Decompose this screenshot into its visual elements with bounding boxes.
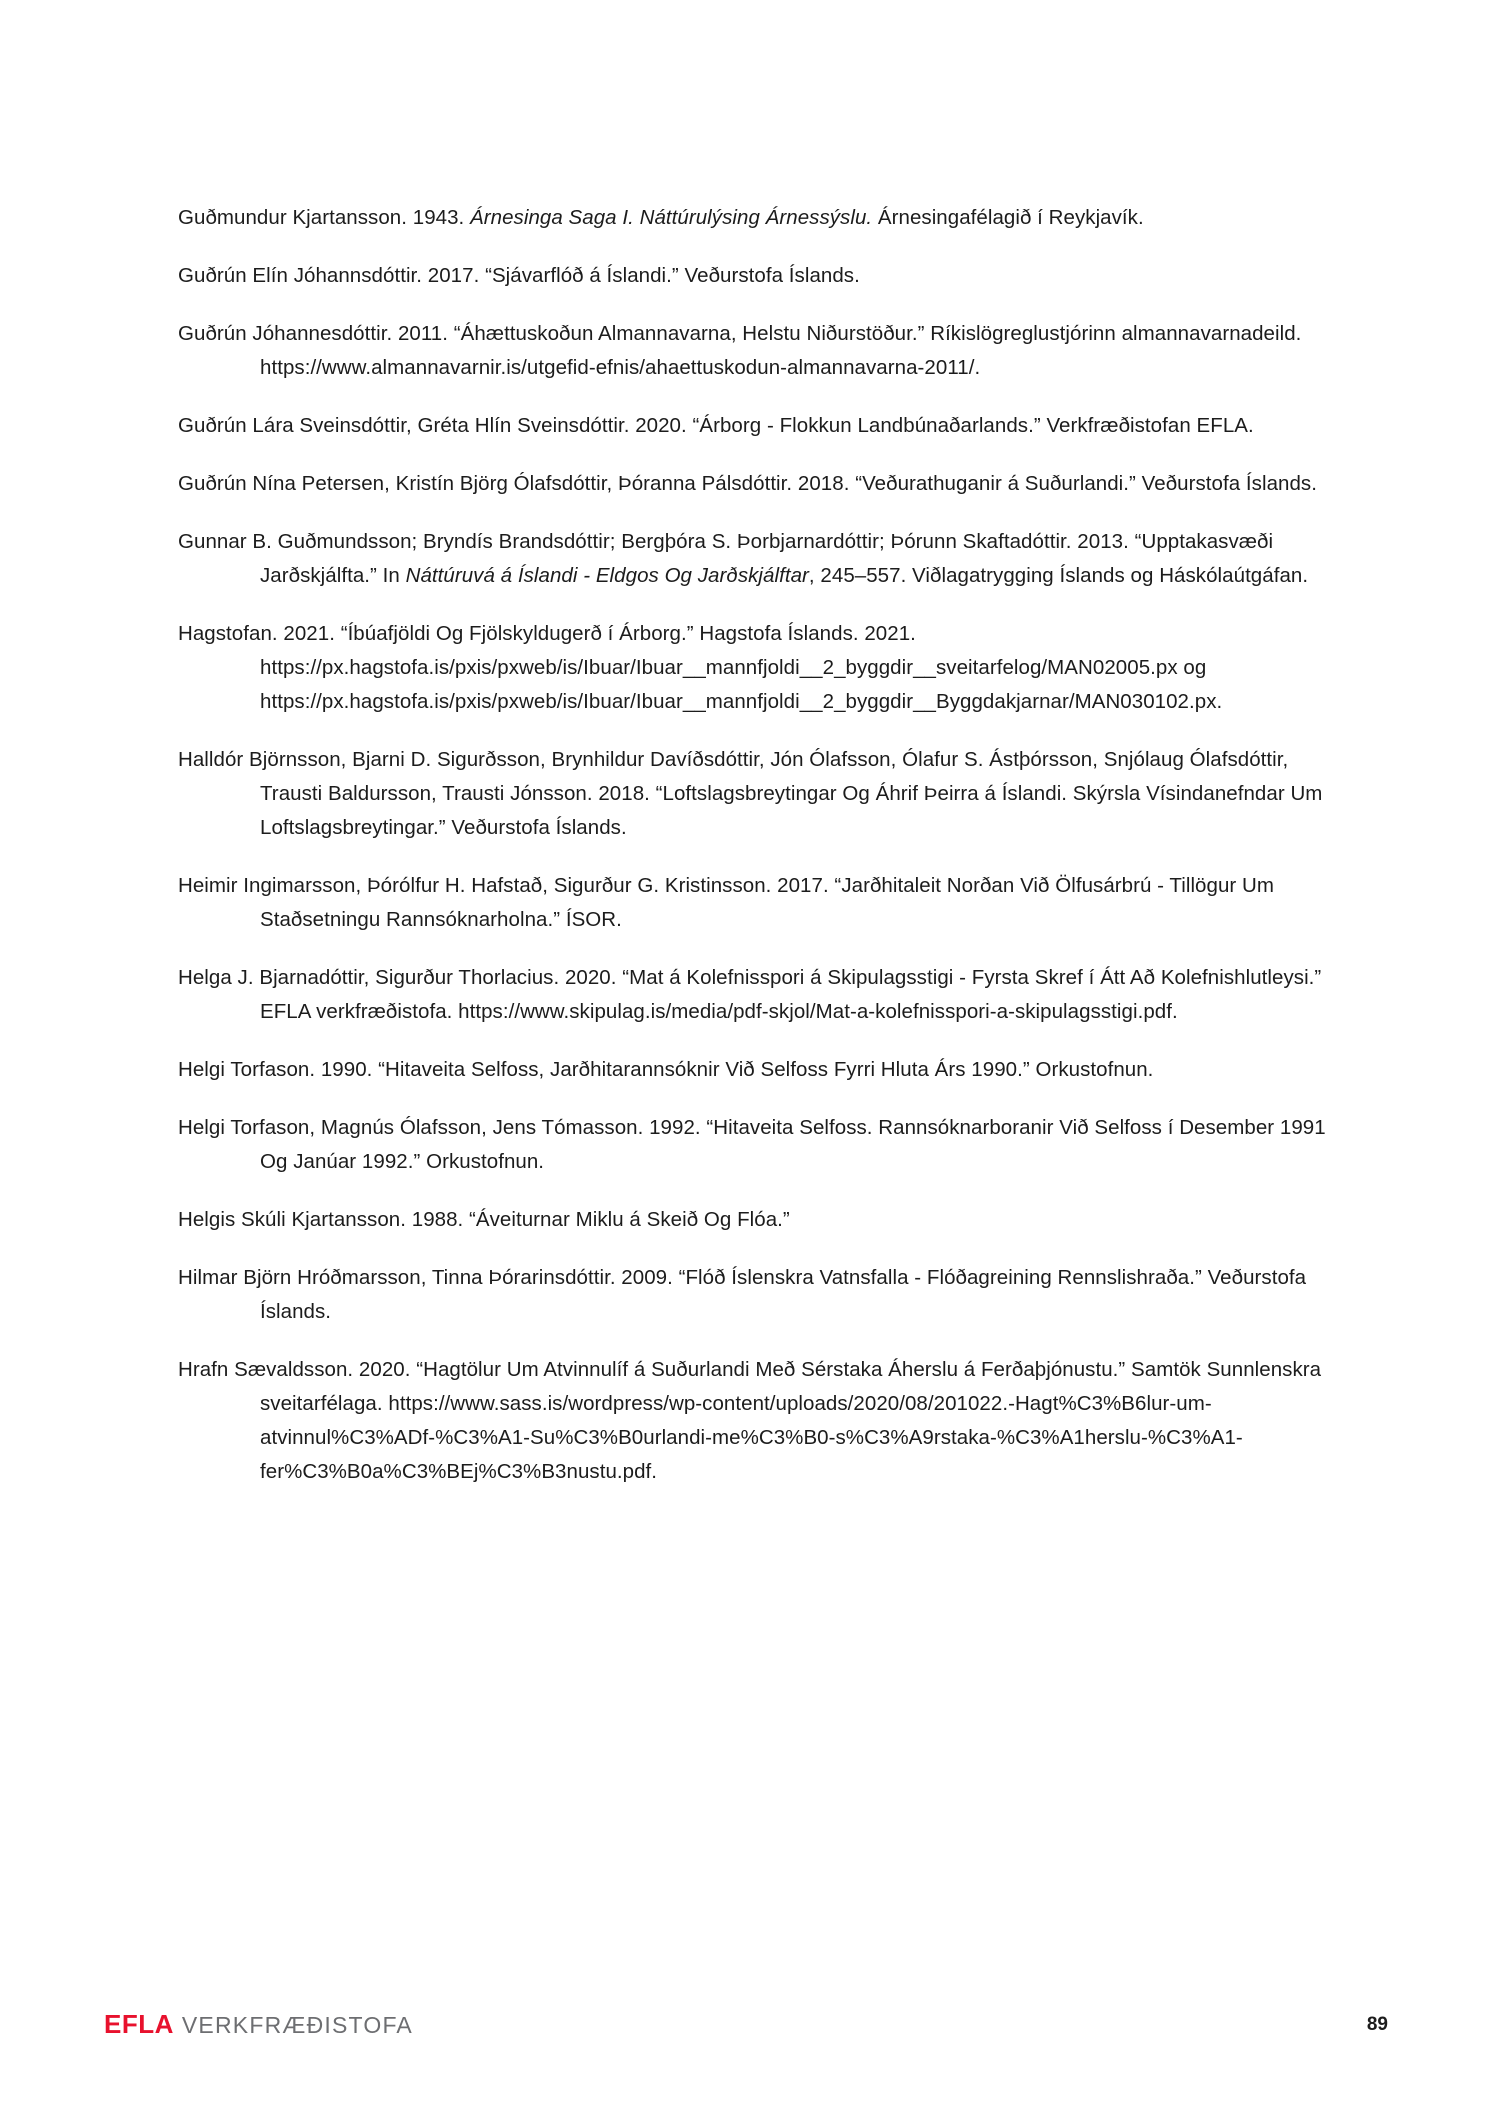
reference-text: Guðmundur Kjartansson. 1943. [178,205,471,229]
efla-logo-mark: EFLA [104,2009,174,2039]
reference-entry [178,525,1328,593]
reference-entry [178,1353,1328,1489]
reference-entry [178,1111,1328,1179]
efla-logo [104,2009,413,2040]
reference-text: Hilmar Björn Hróðmarsson, Tinna Þórarinsdóttir. 2009. “Flóð Íslenskra Vatnsfalla - Flóðagreining Rennslishraða.” Veðurstofa Íslands. [178,1265,1307,1323]
reference-text: Gunnar B. Guðmundsson; Bryndís Brandsdóttir; Bergþóra S. Þorbjarnardóttir; Þórunn Skaftadóttir. 2013. “Upptakasvæði Jarðskjálfta.” In [178,529,1274,587]
reference-entry [178,869,1328,937]
reference-text: Árnesingafélagið í Reykjavík. [872,205,1144,229]
reference-title-italic: Árnesinga Saga I. Náttúrulýsing Árnessýslu. [470,205,873,229]
reference-entry [178,409,1328,443]
page-footer [0,1992,1500,2122]
reference-title-italic: Náttúruvá á Íslandi - Eldgos Og Jarðskjálftar [405,563,809,587]
reference-text: Hrafn Sævaldsson. 2020. “Hagtölur Um Atvinnulíf á Suðurlandi Með Sérstaka Áherslu á Ferðaþjónustu.” Samtök Sunnlenskra sveitarfélaga. https://www.sass.is/wordpress/wp-content/uploads/2020/08/201022.-Hagt%C3%B6lur-um-atvinnul%C3%ADf-%C3%A1-Su%C3%B0urlandi-me%C3%B0-s%C3%A9rstaka-%C3%A1herslu-%C3%A1-fer%C3%B0a%C3%BEj%C3%B3nustu.pdf. [178,1357,1322,1483]
reference-entry [178,467,1328,501]
reference-entry [178,317,1328,385]
reference-text: Helgis Skúli Kjartansson. 1988. “Áveiturnar Miklu á Skeið Og Flóa.” [178,1207,790,1231]
reference-text: Helgi Torfason. 1990. “Hitaveita Selfoss, Jarðhitarannsóknir Við Selfoss Fyrri Hluta Árs 1990.” Orkustofnun. [178,1057,1154,1081]
reference-entry [178,1203,1328,1237]
reference-text: Guðrún Lára Sveinsdóttir, Gréta Hlín Sveinsdóttir. 2020. “Árborg - Flokkun Landbúnaðarlands.” Verkfræðistofan EFLA. [178,413,1254,437]
reference-text: Guðrún Elín Jóhannsdóttir. 2017. “Sjávarflóð á Íslandi.” Veðurstofa Íslands. [178,263,860,287]
reference-text: Helgi Torfason, Magnús Ólafsson, Jens Tómasson. 1992. “Hitaveita Selfoss. Rannsóknarboranir Við Selfoss í Desember 1991 Og Janúar 1992.” Orkustofnun. [178,1115,1326,1173]
reference-text: Halldór Björnsson, Bjarni D. Sigurðsson, Brynhildur Davíðsdóttir, Jón Ólafsson, Ólafur S. Ástþórsson, Snjólaug Ólafsdóttir, Trausti Baldursson, Trausti Jónsson. 2018. “Loftslagsbreytingar Og Áhrif Þeirra á Íslandi. Skýrsla Vísindanefndar Um Loftslagsbreytingar.” Veðurstofa Íslands. [178,747,1323,839]
efla-logo-word: VERKFRÆÐISTOFA [181,2012,413,2038]
reference-text: Guðrún Jóhannesdóttir. 2011. “Áhættuskoðun Almannavarna, Helstu Niðurstöður.” Ríkislögreglustjórinn almannavarnadeild. https://www.almannavarnir.is/utgefid-efnis/ahaettuskodun-almannavarna-2011/. [178,321,1302,379]
reference-entry [178,259,1328,293]
reference-text: , 245–557. Viðlagatrygging Íslands og Háskólaútgáfan. [808,563,1309,587]
reference-entry [178,617,1328,719]
reference-entry [178,1261,1328,1329]
reference-text: Hagstofan. 2021. “Íbúafjöldi Og Fjölskyldugerð í Árborg.” Hagstofa Íslands. 2021. https://px.hagstofa.is/pxis/pxweb/is/Ibuar/Ibuar__mannfjoldi__2_byggdir__sveitarfelog/MAN02005.px og https://px.hagstofa.is/pxis/pxweb/is/Ibuar/Ibuar__mannfjoldi__2_byggdir__Byggdakjarnar/MAN030102.px. [178,621,1223,713]
reference-entry [178,1053,1328,1087]
reference-entry [178,743,1328,845]
reference-text: Guðrún Nína Petersen, Kristín Björg Ólafsdóttir, Þóranna Pálsdóttir. 2018. “Veðurathuganir á Suðurlandi.” Veðurstofa Íslands. [178,471,1317,495]
page-number: 89 [1366,2014,1388,2035]
bibliography-list [178,180,1328,1489]
reference-entry [178,961,1328,1029]
reference-text: Helga J. Bjarnadóttir, Sigurður Thorlacius. 2020. “Mat á Kolefnisspori á Skipulagsstigi - Fyrsta Skref í Átt Að Kolefnishlutleysi.” EFLA verkfræðistofa. https://www.skipulag.is/media/pdf-skjol/Mat-a-kolefnisspori-a-skipulagsstigi.pdf. [178,965,1322,1023]
reference-entry [178,201,1328,235]
reference-text: Heimir Ingimarsson, Þórólfur H. Hafstað, Sigurður G. Kristinsson. 2017. “Jarðhitaleit Norðan Við Ölfusárbrú - Tillögur Um Staðsetningu Rannsóknarholna.” ÍSOR. [178,873,1275,931]
